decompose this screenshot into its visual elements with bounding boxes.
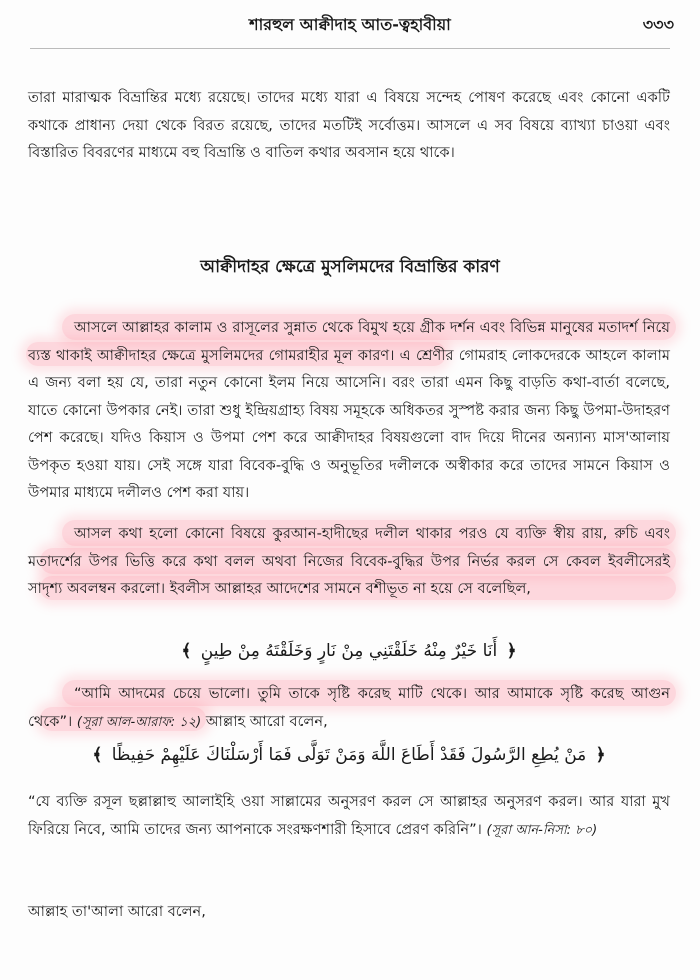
verse-open-mark: ﴿ [595, 745, 606, 765]
intro-paragraph: তারা মারাত্মক বিভ্রান্তির মধ্যে রয়েছে। তাদের মধ্যে যারা এ বিষয়ে সন্দেহ পোষণ করেছে এবং কোনো একটি কথাকে প্রাধান্য দেয়া থেকে বিরত রয়েছে, তাদের মতটিই সর্বোত্তম। আসলে এ সব বিষয়ে ব্যাখ্যা চাওয়া এবং বিস্তারিত বিবরণের মাধ্যমে বহু বিভ্রান্তি ও বাতিল কথার অবসান হয়ে থাকে। [28, 89, 670, 161]
verse-close-mark: ﴾ [181, 641, 192, 661]
paragraph-main-cause: আসলে আল্লাহর কালাম ও রাসূলের সুন্নাত থেকে বিমুখ হয়ে গ্রীক দর্শন এবং বিভিন্ন মানুষের মতাদর্শ নিয়ে ব্যস্ত থাকাই আক্বীদাহর ক্ষেত্রে মুসলিমদের গোমরাহীর মূল কারণ। এ শ্রেণীর গোমরাহ লোকদেরকে আহলে কালাম এ জন্য বলা হয় যে, তারা নতুন কোনো ইলম নিয়ে আসেনি। বরং তারা এমন কিছু বাড়তি কথা-বার্তা বলেছে, যাতে কোনো উপকার নেই। তারা শুধু ইন্দ্রিয়গ্রাহ্য বিষয় সমূহকে অধিকতর সুস্পষ্ট করার জন্য কিছু উপমা-উদাহরণ পেশ করেছে। যদিও কিয়াস ও উপমা পেশ করে আক্বীদাহর বিষয়গুলো বাদ দিয়ে দীনের অন্যান্য মাস'আলায় উপকৃত হওয়া যায়। সেই সঙ্গে যারা বিবেক-বুদ্ধি ও অনুভূতির দলীলকে অস্বীকার করে তাদের সামনে কিয়াস ও উপমার মাধ্যমে দলীলও পেশ করা যায়। [28, 319, 670, 501]
arabic-verse-text: مَنْ يُطِعِ الرَّسُولَ فَقَدْ أَطَاعَ اللَّهَ وَمَنْ تَوَلَّى فَمَا أَرْسَلْنَاكَ عَلَيْهِمْ حَفِيظًا [111, 745, 587, 765]
arabic-verse-2 [28, 744, 670, 765]
header-divider [30, 48, 670, 49]
translation-text: “যে ব্যক্তি রসূল ছল্লাল্লাহু আলাইহি ওয়া সাল্লামের অনুসরণ করল সে আল্লাহর অনুসরণ করল। আর যারা মুখ ফিরিয়ে নিবে, আমি তাদের জন্য আপনাকে সংরক্ষণশারী হিসাবে প্রেরণ করিনি”। [28, 793, 670, 838]
continuation-text: আল্লাহ আরো বলেন, [205, 712, 328, 730]
page-number: ৩৩৩ [642, 15, 674, 34]
arabic-verse-1 [28, 640, 670, 661]
arabic-verse-text: أَنَا خَيْرٌ مِنْهُ خَلَقْتَنِي مِنْ نَارٍ وَخَلَقْتَهُ مِنْ طِينٍ [200, 641, 498, 661]
translation-1 [28, 680, 670, 736]
verse-close-mark: ﴾ [92, 745, 103, 765]
section-heading: আক্বীদাহর ক্ষেত্রে মুসলিমদের বিভ্রান্তির কারণ [200, 257, 500, 277]
verse-reference: (সূরা আল-আরাফ: ১২) [76, 714, 202, 730]
translation-2 [28, 788, 670, 844]
running-title: শারহুল আক্বীদাহ আত-ত্বহাবীয়া [249, 15, 451, 34]
closing-line: আল্লাহ তা'আলা আরো বলেন, [28, 903, 206, 920]
paragraph-iblis: আসল কথা হলো কোনো বিষয়ে কুরআন-হাদীছের দলীল থাকার পরও যে ব্যক্তি স্বীয় রায়, রুচি এবং মতাদর্শের উপর ভিত্তি করে কথা বলল অথবা নিজের বিবেক-বুদ্ধির উপর নির্ভর করল সে কেবল ইবলীসেরই সাদৃশ্য অবলম্বন করলো। ইবলীস আল্লাহর আদেশের সামনে বশীভূত না হয়ে সে বলেছিল, [28, 525, 670, 597]
translation-text: “আমি আদমের চেয়ে ভালো। তুমি তাকে সৃষ্টি করেছ মাটি থেকে। আর আমাকে সৃষ্টি করেছ আগুন থেকে”। [28, 685, 670, 730]
verse-open-mark: ﴿ [506, 641, 517, 661]
verse-reference: (সূরা আন-নিসা: ৮০) [486, 822, 598, 838]
